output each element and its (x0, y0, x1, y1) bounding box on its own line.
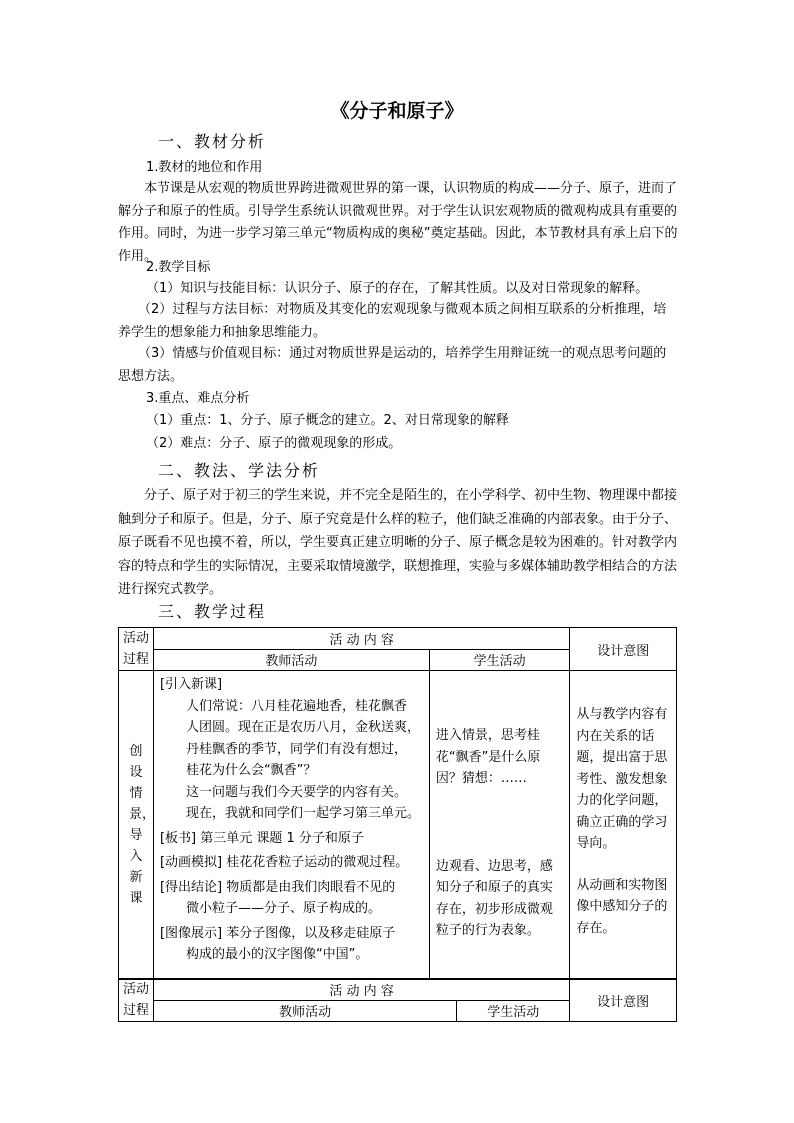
paragraph-position: 本节课是从宏观的物质世界跨进微观世界的第一课，认识物质的构成——分子、原子，进而了解分子和原子的性质。引导学生系统认识微观世界。对于学生认识宏观物质的微观构成具有重要的作用。同时，为进一步学习第三单元“物质构成的奥秘”奠定基础。因此，本节教材具有承上启下的作用。 (118, 181, 678, 264)
header2-student-activity: 学生活动 (457, 1000, 570, 1022)
design-intent-2: 从动画和实物图像中感知分子的存在。 (576, 877, 668, 936)
header-student-activity: 学生活动 (429, 649, 570, 671)
goal-process: （2）过程与方法目标：对物质及其变化的宏观现象与微观本质之间相互联系的分析推理，培养学生的想象能力和抽象思维能力。 (118, 302, 667, 340)
header-activity-content: 活 动 内 容 (153, 628, 569, 650)
teaching-process-table (118, 627, 677, 980)
subheading-keypoints: 3.重点、难点分析 (146, 391, 250, 406)
subheading-position: 1.教材的地位和作用 (146, 160, 263, 175)
section-heading-3: 三、教学过程 (158, 602, 267, 621)
goal-knowledge: （1）知识与技能目标：认识分子、原子的存在，了解其性质。以及对日常现象的解释。 (146, 281, 649, 296)
header2-activity-process: 活动过程 (119, 979, 154, 1022)
student-activity-cell (429, 671, 570, 980)
keypoint-difficulty: （2）难点：分子、原子的微观现象的形成。 (146, 436, 402, 451)
teacher-intro-tag: [引入新课] (159, 677, 223, 692)
section-heading-2: 二、教法、学法分析 (158, 461, 321, 480)
goal-emotion: （3）情感与价值观目标：通过对物质世界是运动的，培养学生用辩证统一的观点思考问题的思想方法。 (118, 346, 667, 384)
header-teacher-activity: 教师活动 (153, 649, 429, 671)
paragraph-methods: 分子、原子对于初三的学生来说，并不完全是陌生的，在小学科学、初中生物、物理课中都接触到分子和原子。但是，分子、原子究竟是什么样的粒子，他们缺乏准确的内部表象。由于分子、原子既看不见也摸不着，所以，学生要真正建立明晰的分子、原子概念是较为困难的。针对教学内容的特点和学生的实际情况，主要采取情境激学，联想推理，实验与多媒体辅助教学相结合的方法进行探究式教学。 (118, 488, 678, 597)
student-activity-1: 进入情景，思考桂花“飘香”是什么原因？猜想：…… (435, 728, 541, 786)
teacher-intro-text: 人们常说：八月桂花遍地香，桂花飘香 人团圆。现在正是农历八月，金秋送爽， 丹桂飘香的季节，同学们有没有想过， 桂花为什么会“飘香”？ 这一问题与我们今天要学的内容有关。 现在，我就和同学们一起学习第三单元。 (185, 698, 420, 821)
teacher-image-display: [图像展示] 苯分子图像，以及移走硅原子 (159, 925, 396, 941)
student-activity-2: 边观看、边思考，感知分子和原子的真实存在，初步形成微观粒子的行为表象。 (435, 858, 553, 938)
teacher-conclusion-cont: 微小粒子——分子、原子构成的。 (185, 901, 381, 916)
teacher-image-display-cont: 构成的最小的汉字图像“中国”。 (185, 947, 369, 962)
teacher-conclusion: [得出结论] 物质都是由我们肉眼看不见的 (159, 879, 396, 895)
header2-activity-content: 活 动 内 容 (153, 979, 569, 1001)
section-heading-1: 一、教材分析 (158, 132, 267, 151)
teaching-process-table-continued (118, 978, 677, 1022)
keypoint-focus: （1）重点：1、分子、原子概念的建立。2、对日常现象的解释 (146, 413, 509, 428)
header2-design-intent: 设计意图 (570, 979, 677, 1022)
header2-teacher-activity: 教师活动 (153, 1000, 456, 1022)
teacher-board: [板书] 第三单元 课题 1 分子和原子 (159, 830, 364, 846)
design-intent-cell (570, 671, 677, 980)
teacher-animation: [动画模拟] 桂花花香粒子运动的微观过程。 (159, 855, 409, 870)
page-title: 《分子和原子》 (330, 100, 464, 122)
teacher-activity-cell (153, 671, 429, 980)
subheading-goals: 2.教学目标 (146, 260, 211, 275)
header-activity-process: 活动过程 (119, 628, 154, 671)
design-intent-1: 从与教学内容有内在关系的话题，提出富于思考性、激发想象力的化学问题，确立正确的学习导向。 (576, 707, 668, 851)
stage-label: 创设情景，导入新课 (119, 671, 154, 980)
header-design-intent: 设计意图 (570, 628, 677, 671)
